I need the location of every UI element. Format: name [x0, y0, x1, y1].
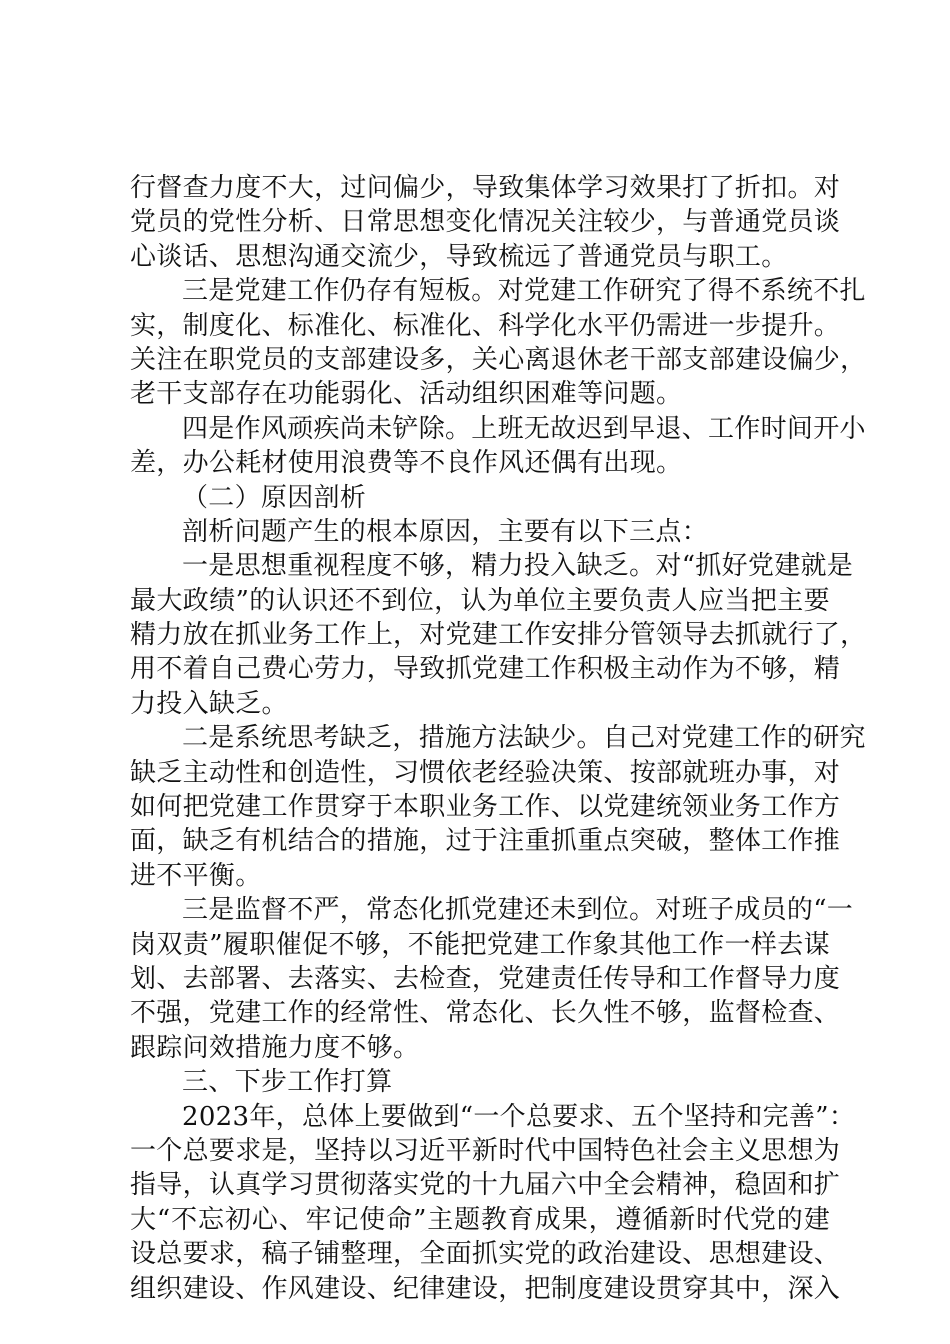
text-line: 面，缺乏有机结合的措施，过于注重抓重点突破，整体工作推: [130, 826, 841, 857]
paragraph: [130, 549, 867, 721]
text-line: 用不着自己费心劳力，导致抓党建工作积极主动作为不够，精: [130, 654, 841, 685]
text-line: （二）原因剖析: [182, 482, 367, 513]
paragraph: [130, 1100, 856, 1306]
paragraph: [130, 893, 854, 1065]
text-line: 实，制度化、标准化、标准化、科学化水平仍需进一步提升。: [130, 310, 841, 341]
section-heading: [130, 1065, 830, 1099]
text-line: 指导，认真学习贯彻落实党的十九届六中全会精神，稳固和扩: [130, 1170, 841, 1201]
text-line: 行督查力度不大，过问偏少，导致集体学习效果打了折扣。对: [130, 173, 841, 203]
text-line: 不强，党建工作的经常性、常态化、长久性不够，监督检查、: [130, 998, 841, 1029]
text-line: 力投入缺乏。: [130, 688, 288, 719]
text-line: 差，办公耗材使用浪费等不良作风还偶有出现。: [130, 448, 683, 479]
text-line: 设总要求，稿子铺整理，全面抓实党的政治建设、思想建设、: [130, 1239, 841, 1270]
text-line: 三是党建工作仍存有短板。对党建工作研究了得不系统不扎: [182, 276, 866, 307]
paragraph: [130, 274, 867, 412]
paragraph: [130, 515, 830, 549]
text-line: 划、去部署、去落实、去检查，党建责任传导和工作督导力度: [130, 963, 841, 994]
section-heading: [130, 481, 830, 515]
text-line: 缺乏主动性和创造性，习惯依老经验决策、按部就班办事，对: [130, 757, 841, 788]
text-line: 大“不忘初心、牢记使命”主题教育成果，遵循新时代党的建: [130, 1204, 830, 1235]
text-line: 三、下步工作打算: [182, 1067, 393, 1098]
text-line: 剖析问题产生的根本原因，主要有以下三点：: [182, 516, 709, 547]
text-line: 三是监督不严，常态化抓党建还未到位。对班子成员的“一: [182, 895, 854, 926]
paragraph: [130, 721, 866, 893]
text-line: 如何把党建工作贯穿于本职业务工作、以党建统领业务工作方: [130, 792, 841, 823]
text-line: 二是系统思考缺乏，措施方法缺少。自己对党建工作的研究: [182, 723, 866, 754]
paragraph: [130, 171, 841, 274]
text-line: 一是思想重视程度不够，精力投入缺乏。对“抓好党建就是: [182, 551, 854, 582]
text-line: 党员的党性分析、日常思想变化情况关注较少，与普通党员谈: [130, 207, 841, 238]
text-line: 最大政绩”的认识还不到位，认为单位主要负责人应当把主要: [130, 585, 830, 616]
text-line: 心谈话、思想沟通交流少，导致梳远了普通党员与职工。: [130, 241, 788, 272]
text-line: 四是作风顽疾尚未铲除。上班无故迟到早退、工作时间开小: [182, 413, 866, 444]
text-line: 跟踪问效措施力度不够。: [130, 1032, 420, 1063]
text-line: 组织建设、作风建设、纪律建设，把制度建设贯穿其中，深入: [130, 1273, 841, 1304]
text-line: 2023年，总体上要做到“一个总要求、五个坚持和完善”：: [182, 1101, 856, 1132]
text-line: 关注在职党员的支部建设多，关心离退休老干部支部建设偏少，: [130, 344, 867, 375]
document-body: [130, 171, 867, 1306]
paragraph: [130, 412, 866, 481]
text-line: 进不平衡。: [130, 860, 262, 891]
text-line: 老干支部存在功能弱化、活动组织困难等问题。: [130, 379, 683, 410]
text-line: 一个总要求是，坚持以习近平新时代中国特色社会主义思想为: [130, 1135, 841, 1166]
text-line: 岗双责”履职催促不够，不能把党建工作象其他工作一样去谋: [130, 929, 830, 960]
text-line: 精力放在抓业务工作上，对党建工作安排分管领导去抓就行了，: [130, 620, 867, 651]
